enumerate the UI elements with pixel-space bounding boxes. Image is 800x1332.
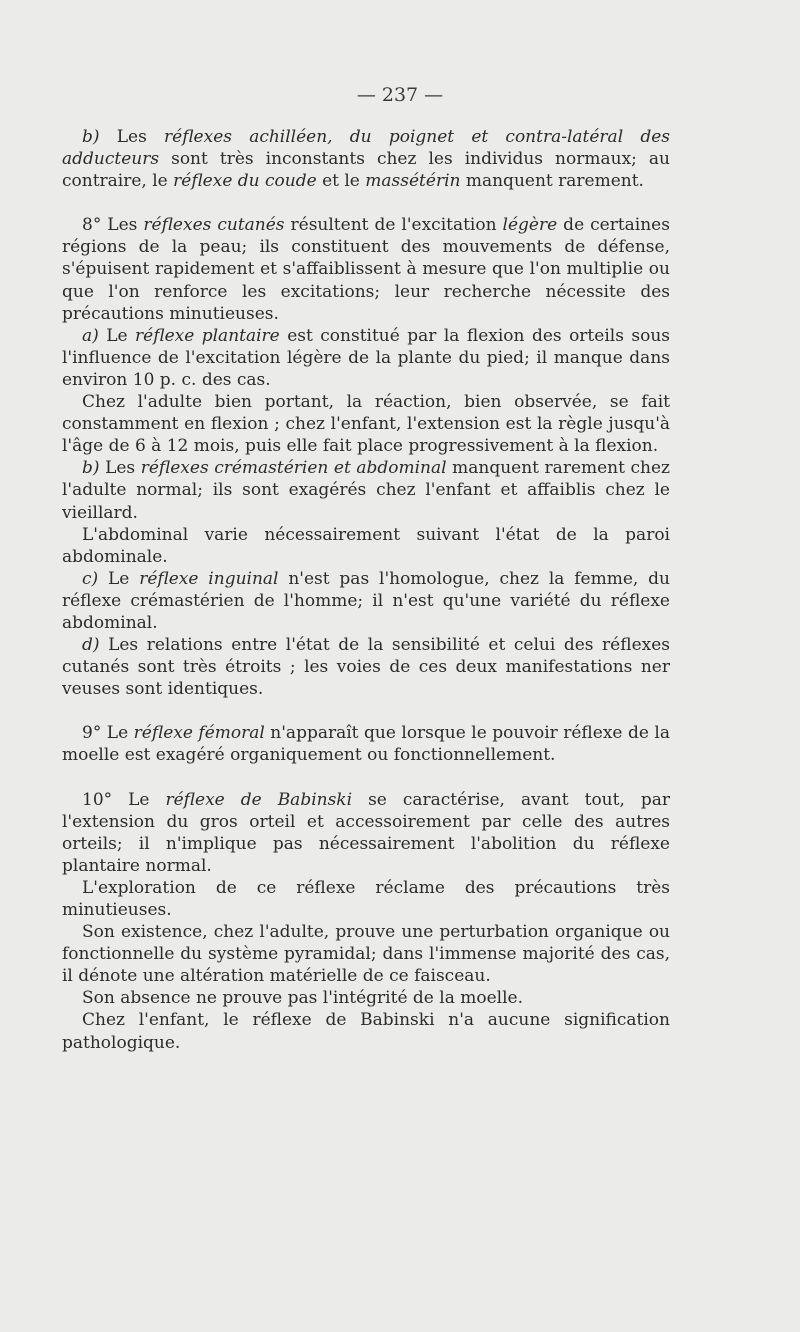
paragraph-abdominal [62, 524, 670, 568]
paragraph-c-inguinal [62, 568, 670, 634]
paragraph-d-relations [62, 634, 670, 700]
text-run: n'est pas l'homologue, chez la femme, du réflexe crémastérien de l'homme; il n'est qu'une variété du réflexe abdominal. [62, 568, 670, 633]
italic-run: réflexes cutanés [143, 215, 285, 236]
paragraph-9-femoral [62, 722, 670, 766]
paragraph-exploration [62, 877, 670, 921]
text-run: Les [105, 458, 141, 479]
text-run: 9° Le [82, 723, 134, 744]
text-run: Les [116, 127, 165, 147]
text-run: Les relations entre l'état de la sensibilité et celui des réflexes cutanés sont très étroits ; les voies de ces deux manifestations ner veuses sont identiques. [62, 635, 671, 700]
italic-run: b) [82, 127, 117, 147]
text-run: 10° Le [82, 789, 166, 810]
text-run: n'apparaît que lorsque le pouvoir réflexe de la moelle est exagéré organiquement ou fonctionnellement. [62, 723, 670, 766]
text-run: Son absence ne prouve pas l'intégrité de la moelle. [82, 988, 523, 1009]
italic-run: b) [82, 458, 106, 479]
text-run: manquent rarement. [460, 171, 644, 192]
paragraph-adulte-enfant [62, 391, 670, 457]
text-run: L'abdominal varie nécessairement suivant l'état de la paroi abdominale. [62, 524, 670, 567]
italic-run: réflexe inguinal [139, 568, 279, 589]
text-run: Le [106, 325, 136, 346]
italic-run: réflexe fémoral [133, 723, 265, 744]
paragraph-a-plantaire [62, 325, 670, 391]
italic-run: réflexe plantaire [135, 325, 280, 346]
text-run: est constitué par la flexion des orteils sous l'influence de l'excitation légère de la plante du pied; il manque dans environ 10 p. c. des cas. [62, 325, 671, 390]
paragraph-absence [62, 987, 670, 1009]
text-run: Chez l'adulte bien portant, la réaction, bien observée, se fait constamment en flexion ; chez l'enfant, l'extension est la règle jusqu'à l'âge de 6 à 12 mois, puis elle fait place progressivement à la flexion. [62, 392, 670, 457]
text-run: Chez l'enfant, le réflexe de Babinski n'a aucune signification pathologique. [62, 1010, 670, 1053]
paragraph-existence [62, 921, 670, 987]
text-run: 8° Les [82, 215, 144, 236]
text-run: et le [316, 171, 366, 192]
paragraph-b-achilleen [62, 126, 670, 192]
paragraph-enfant-babinski [62, 1009, 670, 1053]
text-run: L'exploration de ce réflexe réclame des précautions très minutieuses. [62, 877, 670, 920]
italic-run: réflexes achilléen, du poignet et contra-latéral des adducteurs [62, 127, 671, 170]
italic-run: c) [82, 568, 109, 589]
italic-run: massétérin [365, 171, 461, 192]
italic-run: réflexe de Babinski [165, 789, 353, 810]
italic-run: d) [82, 635, 109, 656]
text-run: Le [108, 568, 140, 589]
text-run: Son existence, chez l'adulte, prouve une perturbation organique ou fonctionnelle du système pyramidal; dans l'immense majorité des cas, il dénote une altération matérielle de ce faisceau. [62, 922, 670, 987]
text-run: se caractérise, avant tout, par l'extension du gros orteil et accessoirement par celle des autres orteils; il n'implique pas nécessairement l'abolition du réflexe plantaire normal. [62, 789, 671, 876]
page-number: — 237 — [356, 84, 444, 106]
text-run: résultent de l'excitation [284, 215, 503, 236]
italic-run: a) [82, 325, 107, 346]
paragraph-8-cutanes [62, 214, 670, 324]
paragraph-10-babinski [62, 789, 670, 877]
italic-run: réflexes crémastérien et abdominal [140, 458, 447, 479]
paragraph-b-cremasterien [62, 457, 670, 523]
text-run: de certaines régions de la peau; ils constituent des mouvements de défense, s'épuisent rapidement et s'affaiblissent à mesure que l'on multiplie ou que l'on renforce les excitations; leur recherche nécessite des précautions minutieuses. [62, 215, 670, 324]
italic-run: légère [502, 215, 558, 236]
italic-run: réflexe du coude [173, 171, 317, 192]
text-run: manquent rarement chez l'adulte normal; ils sont exagérés chez l'enfant et affaiblis chez le vieillard. [62, 458, 671, 523]
body-text [62, 126, 670, 1054]
text-run: sont très inconstants chez les individus normaux; au contraire, le [62, 149, 670, 192]
